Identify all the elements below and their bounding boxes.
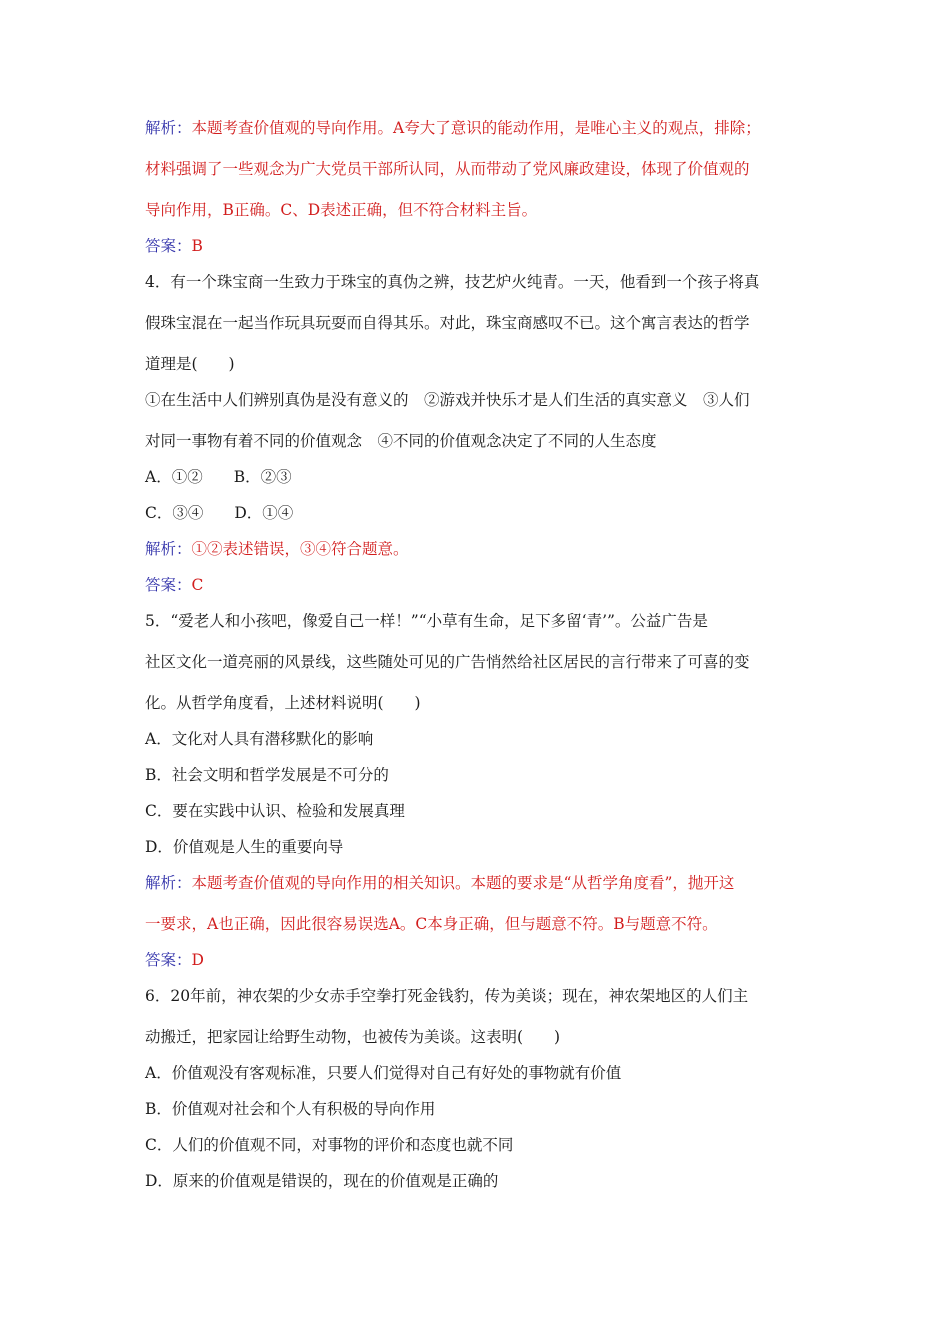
document-page [145,118,825,1207]
q4-stem [145,272,825,374]
q6-stem-line-1: 6．20年前，神农架的少女赤手空拳打死金钱豹，传为美谈；现在，神农架地区的人们主 [145,987,749,1005]
q3-answer-value: B [191,237,203,255]
q4-option-row-2: C．③④ D．①④ [145,504,294,522]
q4-option-row-1: A．①② B．②③ [145,468,292,486]
q4-analysis: 解析：①②表述错误，③④符合题意。 [145,540,409,558]
q5-stem [145,611,825,713]
q4-answer-label: 答案： [145,576,192,594]
q3-analysis-label: 解析： [145,119,192,137]
q3-analysis-line-1: 解析：本题考查价值观的导向作用。A夸大了意识的能动作用，是唯心主义的观点，排除； [145,119,761,137]
q4-answer [145,575,825,595]
q5-answer-value: D [191,951,204,969]
q4-statements [145,390,825,451]
q5-analysis-label: 解析： [145,874,192,892]
q4-statement-line-1: ①在生活中人们辨别真伪是没有意义的 ②游戏并快乐才是人们生活的真实意义 ③人们 [145,391,750,409]
q6-stem [145,986,825,1047]
q3-analysis [145,118,825,220]
q4-answer-value: C [191,576,204,594]
q6-stem-line-2: 动搬迁，把家园让给野生动物，也被传为美谈。这表明( ) [145,1028,561,1046]
q3-answer-label: 答案： [145,237,192,255]
q5-analysis-line-1: 解析：本题考查价值观的导向作用的相关知识。本题的要求是“从哲学角度看”，抛开这 [145,874,735,892]
q5-stem-line-3: 化。从哲学角度看，上述材料说明( ) [145,694,421,712]
q3-analysis-line-2: 材料强调了一些观念为广大党员干部所认同，从而带动了党风廉政建设，体现了价值观的 [145,160,750,178]
q5-analysis [145,873,825,934]
q5-stem-line-1: 5．“爱老人和小孩吧，像爱自己一样！”“小草有生命，足下多留‘青’”。公益广告是 [145,612,708,630]
q5-option-a: A．文化对人具有潜移默化的影响 [145,730,374,748]
q4-statement-line-2: 对同一事物有着不同的价值观念 ④不同的价值观念决定了不同的人生态度 [145,432,657,450]
q6-option-a: A．价值观没有客观标准，只要人们觉得对自己有好处的事物就有价值 [145,1064,622,1082]
q5-analysis-line-2: 一要求，A也正确，因此很容易误选A。C本身正确，但与题意不符。B与题意不符。 [145,915,718,933]
q4-analysis-label: 解析： [145,540,192,558]
q5-stem-line-2: 社区文化一道亮丽的风景线，这些随处可见的广告悄然给社区居民的言行带来了可喜的变 [145,653,750,671]
q3-answer [145,236,825,256]
q5-option-c: C．要在实践中认识、检验和发展真理 [145,802,405,820]
q4-stem-line-1: 4．有一个珠宝商一生致力于珠宝的真伪之辨，技艺炉火纯青。一天，他看到一个孩子将真 [145,273,760,291]
q4-stem-line-3: 道理是( ) [145,355,235,373]
q6-option-b: B．价值观对社会和个人有积极的导向作用 [145,1100,436,1118]
q5-option-b: B．社会文明和哲学发展是不可分的 [145,766,389,784]
q5-answer-label: 答案： [145,951,192,969]
q6-option-d: D．原来的价值观是错误的，现在的价值观是正确的 [145,1172,499,1190]
q4-stem-line-2: 假珠宝混在一起当作玩具玩耍而自得其乐。对此，珠宝商感叹不已。这个寓言表达的哲学 [145,314,750,332]
q5-option-d: D．价值观是人生的重要向导 [145,838,344,856]
q3-analysis-line-3: 导向作用，B正确。C、D表述正确，但不符合材料主旨。 [145,201,538,219]
q5-answer [145,950,825,970]
q6-option-c: C．人们的价值观不同，对事物的评价和态度也就不同 [145,1136,514,1154]
